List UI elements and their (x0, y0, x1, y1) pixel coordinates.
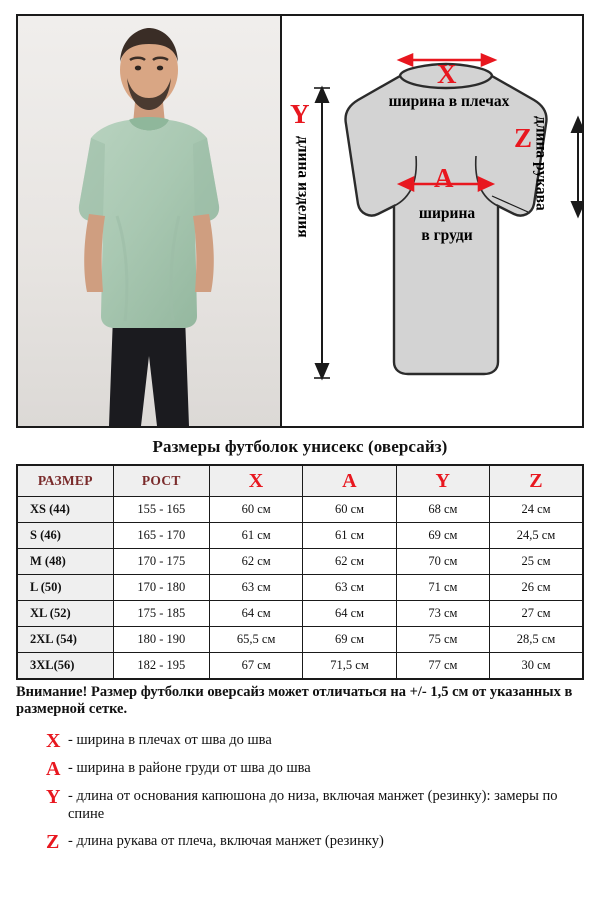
table-row (17, 523, 583, 549)
cell-size: 2XL (54) (17, 627, 113, 653)
cell-y: 71 см (396, 575, 489, 601)
cell-a: 63 см (303, 575, 396, 601)
table-header-row (17, 465, 583, 497)
cell-size: S (46) (17, 523, 113, 549)
diagram-caption-z: длина рукава (532, 116, 550, 211)
cell-z: 24 см (490, 497, 583, 523)
cell-z: 26 см (490, 575, 583, 601)
table-row (17, 653, 583, 680)
top-panels (16, 14, 584, 428)
table-row (17, 549, 583, 575)
header-size: РАЗМЕР (17, 465, 113, 497)
header-a: A (303, 465, 396, 497)
cell-size: M (48) (17, 549, 113, 575)
legend-item (46, 788, 584, 823)
header-height: РОСТ (113, 465, 209, 497)
cell-x: 63 см (209, 575, 302, 601)
cell-size: 3XL(56) (17, 653, 113, 680)
header-x: X (209, 465, 302, 497)
diagram-letter-z: Z (514, 123, 533, 153)
legend-item (46, 760, 584, 779)
cell-x: 67 см (209, 653, 302, 680)
table-row (17, 627, 583, 653)
header-y: Y (396, 465, 489, 497)
diagram-letter-y: Y (290, 99, 310, 129)
cell-y: 75 см (396, 627, 489, 653)
cell-height: 155 - 165 (113, 497, 209, 523)
cell-y: 69 см (396, 523, 489, 549)
cell-x: 62 см (209, 549, 302, 575)
cell-size: XL (52) (17, 601, 113, 627)
cell-size: XS (44) (17, 497, 113, 523)
cell-a: 61 см (303, 523, 396, 549)
cell-y: 77 см (396, 653, 489, 680)
cell-height: 170 - 175 (113, 549, 209, 575)
cell-height: 165 - 170 (113, 523, 209, 549)
legend-item (46, 830, 584, 853)
cell-x: 64 см (209, 601, 302, 627)
cell-height: 170 - 180 (113, 575, 209, 601)
cell-a: 60 см (303, 497, 396, 523)
cell-z: 27 см (490, 601, 583, 627)
cell-x: 60 см (209, 497, 302, 523)
cell-y: 68 см (396, 497, 489, 523)
cell-x: 65,5 см (209, 627, 302, 653)
diagram-caption-y: длина изделия (294, 136, 312, 238)
cell-z: 28,5 см (490, 627, 583, 653)
model-illustration (18, 16, 280, 426)
legend-text-z: - длина рукава от плеча, включая манжет (резинку) (68, 832, 384, 849)
cell-y: 73 см (396, 601, 489, 627)
diagram-caption-x: ширина в плечах (388, 93, 510, 110)
diagram-caption-a-line1: ширина (418, 205, 476, 222)
cell-height: 180 - 190 (113, 627, 209, 653)
warning-note: Внимание! Размер футболки оверсайз может отличаться на +/- 1,5 см от указанных в размерной сетке. (16, 684, 573, 718)
legend (16, 732, 584, 851)
legend-letter-x: X (46, 730, 61, 753)
cell-a: 64 см (303, 601, 396, 627)
diagram-letter-a: A (434, 163, 454, 193)
diagram-letter-x: X (437, 59, 457, 89)
cell-z: 30 см (490, 653, 583, 680)
legend-letter-a: A (46, 758, 61, 781)
legend-text-y: - длина от основания капюшона до низа, включая манжет (резинку): замеры по спине (68, 788, 558, 822)
cell-a: 62 см (303, 549, 396, 575)
cell-a: 69 см (303, 627, 396, 653)
cell-x: 61 см (209, 523, 302, 549)
legend-text-a: - ширина в районе груди от шва до шва (68, 760, 311, 777)
legend-letter-z: Z (46, 830, 60, 853)
table-row (17, 601, 583, 627)
model-photo (18, 16, 282, 426)
size-table (16, 464, 584, 680)
legend-text-x: - ширина в плечах от шва до шва (68, 732, 272, 749)
measurement-diagram (282, 16, 582, 426)
table-row (17, 497, 583, 523)
cell-z: 24,5 см (490, 523, 583, 549)
legend-letter-y: Y (46, 786, 61, 809)
legend-item (46, 732, 584, 751)
cell-height: 175 - 185 (113, 601, 209, 627)
cell-y: 70 см (396, 549, 489, 575)
cell-height: 182 - 195 (113, 653, 209, 680)
table-title: Размеры футболок унисекс (оверсайз) (152, 437, 448, 456)
diagram-caption-a-line2: в груди (421, 227, 473, 244)
cell-size: L (50) (17, 575, 113, 601)
table-row (17, 575, 583, 601)
header-z: Z (490, 465, 583, 497)
cell-a: 71,5 см (303, 653, 396, 680)
cell-z: 25 см (490, 549, 583, 575)
